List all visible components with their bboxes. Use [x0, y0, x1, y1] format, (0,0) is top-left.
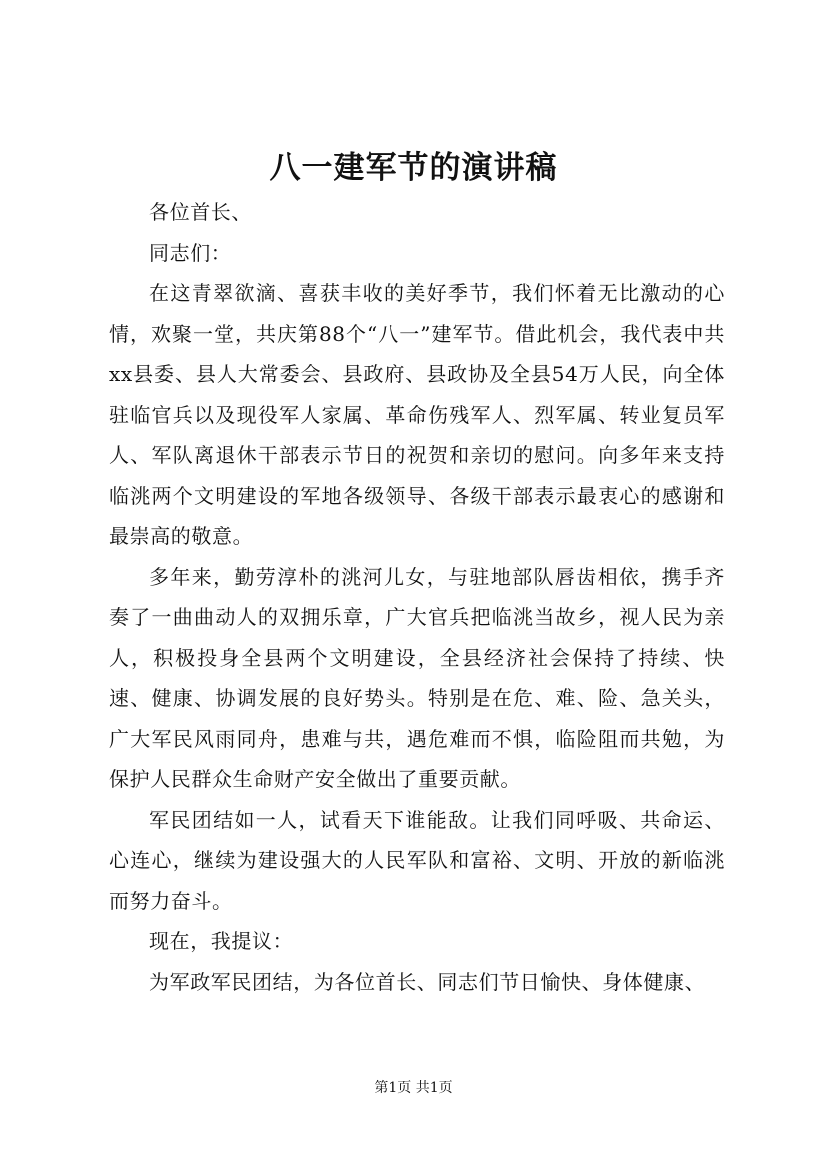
paragraph-greeting: 在这青翠欲滴、喜获丰收的美好季节，我们怀着无比激动的心情，欢聚一堂，共庆第88个“八一”建军节。借此机会，我代表中共xx县委、县人大常委会、县政府、县政协及全县54万人民，向全体驻临官兵以及现役军人家属、革命伤残军人、烈军属、转业复员军人、军队离退休干部表示节日的祝贺和亲切的慰问。向多年来支持临洮两个文明建设的军地各级领导、各级干部表示最衷心的感谢和最崇高的敬意。	[109, 281, 725, 548]
paragraph-achievements: 多年来，勤劳淳朴的洮河儿女，与驻地部队唇齿相依，携手齐奏了一曲曲动人的双拥乐章，广大官兵把临洮当故乡，视人民为亲人，积极投身全县两个文明建设，全县经济社会保持了持续、快速、健康、协调发展的良好势头。特别是在危、难、险、急关头，广大军民风雨同舟，患难与共，遇危难而不惧，临险阻而共勉，为保护人民群众生命财产安全做出了重要贡献。	[109, 564, 725, 791]
paragraph-unity: 军民团结如一人，试看天下谁能敌。让我们同呼吸、共命运、心连心，继续为建设强大的人民军队和富裕、文明、开放的新临洮而努力奋斗。	[109, 807, 725, 913]
page-footer: 第1页 共1页	[374, 1080, 453, 1096]
salutation-comrades: 同志们：	[149, 240, 232, 265]
salutation-leaders: 各位首长、	[149, 200, 252, 224]
document-title: 八一建军节的演讲稿	[269, 150, 558, 186]
paragraph-toast: 为军政军民团结，为各位首长、同志们节日愉快、身体健康、	[149, 969, 706, 994]
paragraph-proposal: 现在，我提议：	[149, 929, 294, 953]
document-body	[109, 192, 725, 1002]
